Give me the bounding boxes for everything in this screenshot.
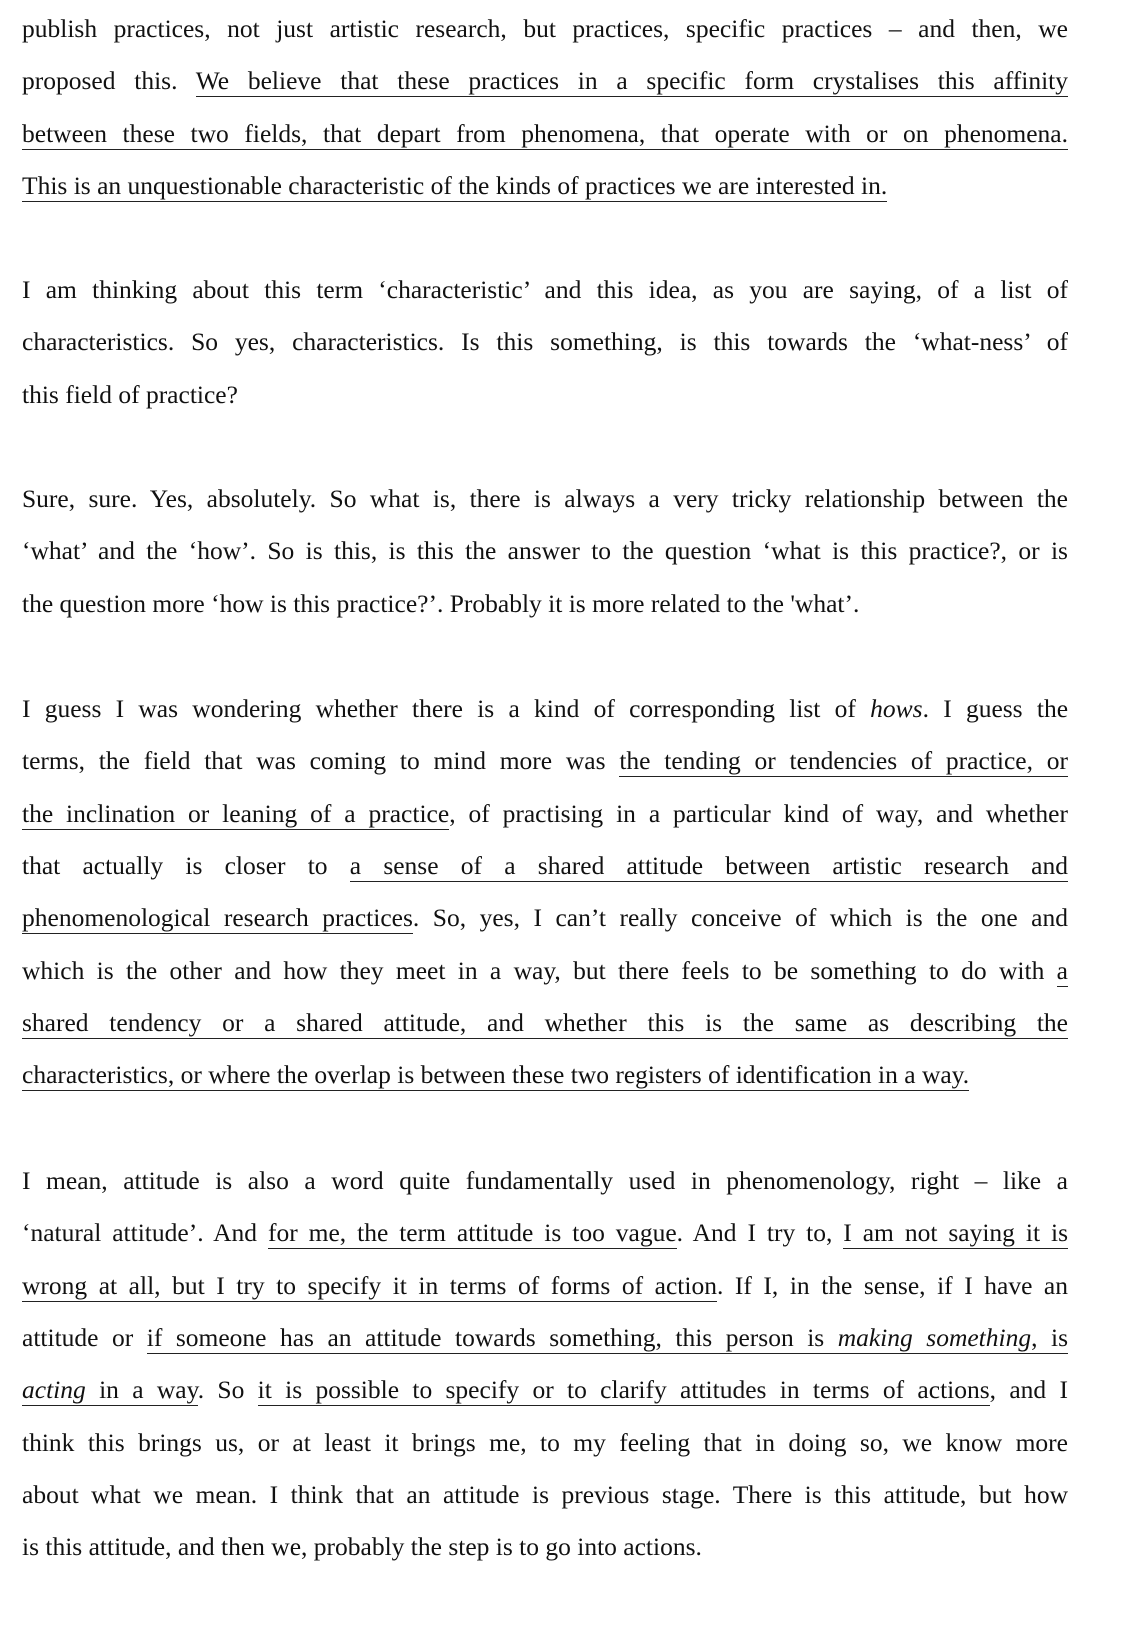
text-line [22,66,1068,96]
text-segment: publish practices, not just artistic research, but practices, specific practices – and then, we [22,14,1068,43]
text-segment: I guess I was wondering whether there is a kind of corresponding list of [22,694,871,723]
text-line [22,851,1068,881]
underlined-text: if someone has an attitude towards something, this person is [146,1322,838,1352]
text-line [22,536,1068,566]
text-segment: I am thinking about this term ‘characteristic’ and this idea, as you are saying, of a list of [22,275,1068,304]
text-line [22,903,1068,933]
text-line [22,694,1068,724]
text-segment: attitude or [22,1322,147,1352]
text-line [22,1060,1068,1090]
text-line [22,1480,1068,1510]
underlined-text: between these two fields, that depart from phenomena, that operate with or on phenomena. [22,118,1068,148]
text-line [22,119,1068,149]
underlined-text: a [1056,955,1068,985]
text-segment: ‘natural attitude’. And [22,1218,268,1248]
underlined-text: wrong at all, but I try to specify it in terms of forms of action [22,1270,717,1300]
text-segment: think this brings us, or at least it brings me, to my feeling that in doing so, we know more [22,1427,1068,1457]
text-line [22,746,1068,776]
text-segment: terms, the field that was coming to mind more was [22,746,620,776]
text-line [22,956,1068,986]
text-line [22,1166,1068,1196]
text-segment: which is the other and how they meet in a way, but there feels to be something to do with [22,955,1057,985]
text-line [22,1428,1068,1458]
underlined-text: characteristics, or where the overlap is between these two registers of identification in a way. [22,1060,970,1090]
text-segment: . I guess the [922,694,1069,723]
text-segment: proposed this. [22,66,196,96]
text-segment: the question more ‘how is this practice?’. Probably it is more related to the 'what’. [22,588,860,618]
text-line [22,1008,1068,1038]
text-segment: . So, yes, I can’t really conceive of which is the one and [412,903,1068,933]
text-segment: , and I [989,1375,1068,1405]
underlined-text: the tending or tendencies of practice, or [619,746,1068,776]
text-segment: this field of practice? [22,379,238,409]
underlined-text: We believe that these practices in a specific form crystalises this affinity [195,66,1068,96]
underlined-text: phenomenological research practices [22,903,413,933]
text-line [22,589,1068,619]
text-segment: Sure, sure. Yes, absolutely. So what is, there is always a very tricky relationship between the [22,484,1068,513]
underlined-text: it is possible to specify or to clarify attitudes in terms of actions [257,1375,990,1405]
underlined-text: This is an unquestionable characteristic of the kinds of practices we are interested in. [22,170,888,200]
underlined-text: I am not saying it is [843,1218,1068,1248]
text-line [22,380,1068,410]
text-line [22,1375,1068,1405]
underlined-text: , is [1031,1322,1068,1352]
text-segment: I mean, attitude is also a word quite fundamentally used in phenomenology, right – like a [22,1166,1068,1195]
text-line [22,1323,1068,1353]
underlined-text: making something [837,1322,1032,1352]
text-line [22,1532,1068,1562]
text-segment: ‘what’ and the ‘how’. So is this, is this the answer to the question ‘what is this practice?, or is [22,536,1068,566]
text-segment: about what we mean. I think that an attitude is previous stage. There is this attitude, but how [22,1479,1068,1509]
text-line [22,1218,1068,1248]
text-line [22,275,1068,305]
underlined-text: in a way [85,1375,198,1405]
text-line [22,14,1068,44]
text-segment: that actually is closer to [22,850,350,880]
underlined-text: shared tendency or a shared attitude, and whether this is the same as describing the [22,1007,1068,1037]
text-segment: . So [197,1375,258,1405]
text-segment: . If I, in the sense, if I have an [716,1270,1069,1300]
underlined-text: for me, the term attitude is too vague [267,1218,677,1248]
underlined-text: a sense of a shared attitude between artistic research and [349,850,1068,880]
text-line [22,327,1068,357]
text-line [22,484,1068,514]
text-line [22,171,1068,201]
italic-text: hows [870,694,923,723]
text-line [22,799,1068,829]
text-segment: characteristics. So yes, characteristics. Is this something, is this towards the ‘what-ness’ of [22,327,1068,357]
text-line [22,1271,1068,1301]
text-segment: is this attitude, and then we, probably the step is to go into actions. [22,1532,702,1562]
underlined-text: acting [22,1375,86,1405]
underlined-text: the inclination or leaning of a practice [22,798,450,828]
text-segment: , of practising in a particular kind of way, and whether [449,798,1068,828]
text-segment: . And I try to, [676,1218,844,1248]
